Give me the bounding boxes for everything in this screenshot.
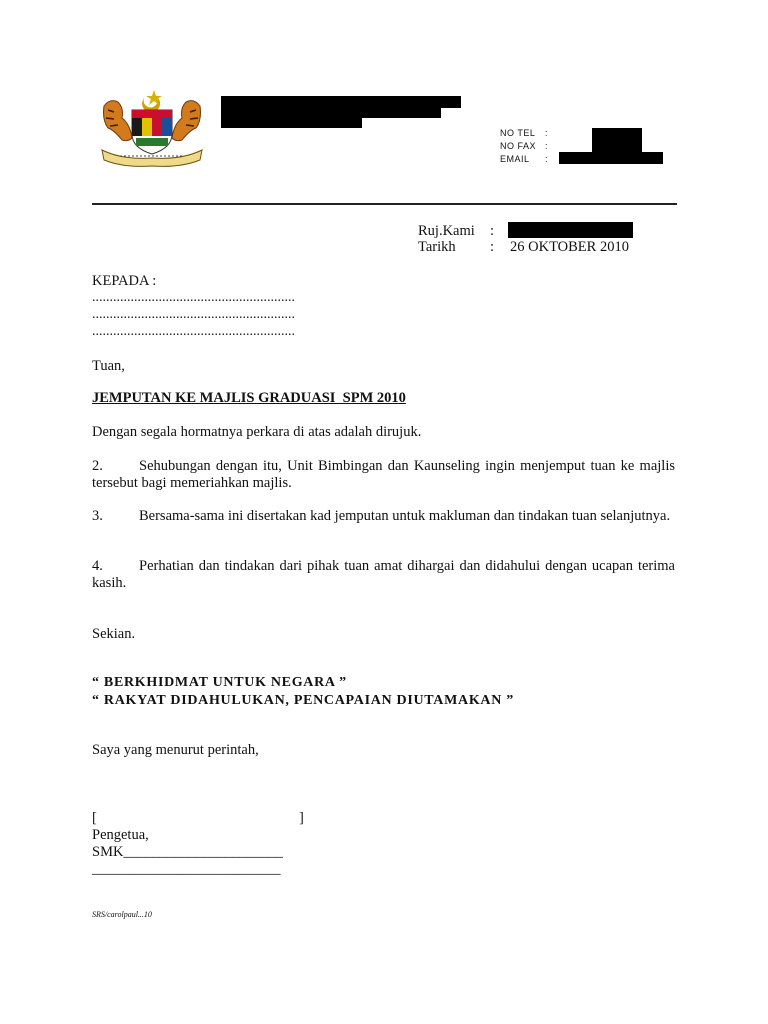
recipient-label: KEPADA :	[92, 273, 157, 289]
signature-bracket-open: [	[92, 810, 97, 826]
footer-reference: SRS/carolpaul...10	[92, 910, 152, 919]
redacted-email	[559, 152, 663, 164]
redacted-header-address	[221, 117, 362, 128]
recipient-line-3: ..........................................................	[92, 324, 295, 339]
redacted-header-title	[221, 96, 461, 108]
motto-line-2: “ RAKYAT DIDAHULUKAN, PENCAPAIAN DIUTAMAKAN ”	[92, 693, 514, 708]
redacted-tel	[592, 128, 642, 140]
ruj-separator: :	[490, 223, 495, 239]
paragraph-3	[92, 508, 675, 525]
tarikh-value: 26 OKTOBER 2010	[510, 239, 629, 255]
tarikh-label: Tarikh	[418, 239, 456, 255]
paragraph-4	[92, 558, 675, 592]
paragraph-3-number: 3.	[92, 508, 103, 524]
sekian: Sekian.	[92, 626, 136, 642]
contact-fax-label: NO FAX	[500, 141, 537, 151]
salutation: Tuan,	[92, 358, 125, 374]
paragraph-4-text: Perhatian dan tindakan dari pihak tuan amat dihargai dan didahului dengan ucapan terima kasih.	[92, 558, 675, 591]
signature-bracket-close: ]	[299, 810, 304, 826]
paragraph-3-text: Bersama-sama ini disertakan kad jemputan untuk makluman dan tindakan tuan selanjutnya.	[139, 508, 671, 524]
contact-tel-separator: :	[545, 128, 549, 138]
coat-of-arms-icon	[96, 88, 208, 170]
contact-tel-label: NO TEL	[500, 128, 536, 138]
motto-line-1: “ BERKHIDMAT UNTUK NEGARA ”	[92, 675, 347, 690]
ruj-label: Ruj.Kami	[418, 223, 475, 239]
paragraph-2-number: 2.	[92, 458, 103, 474]
tarikh-separator: :	[490, 239, 495, 255]
paragraph-2	[92, 458, 675, 492]
paragraph-2-text: Sehubungan dengan itu, Unit Bimbingan dan Kaunseling ingin menjemput tuan ke majlis tersebut bagi memeriahkan majlis.	[92, 458, 675, 491]
header-divider	[92, 203, 677, 205]
paragraph-4-number: 4.	[92, 558, 103, 574]
recipient-line-2: ..........................................................	[92, 307, 295, 322]
signature-title: Pengetua,	[92, 827, 149, 843]
recipient-line-1: ..........................................................	[92, 290, 295, 305]
contact-fax-separator: :	[545, 141, 549, 151]
redacted-ruj-number	[508, 222, 633, 238]
contact-email-label: EMAIL	[500, 154, 530, 164]
signature-line: __________________________	[92, 861, 281, 877]
signature-school: SMK______________________	[92, 844, 283, 860]
redacted-fax	[592, 140, 642, 152]
subject-line: JEMPUTAN KE MAJLIS GRADUASI SPM 2010	[92, 390, 406, 406]
contact-email-separator: :	[545, 154, 549, 164]
perintah-line: Saya yang menurut perintah,	[92, 742, 259, 758]
intro-paragraph: Dengan segala hormatnya perkara di atas adalah dirujuk.	[92, 424, 422, 440]
